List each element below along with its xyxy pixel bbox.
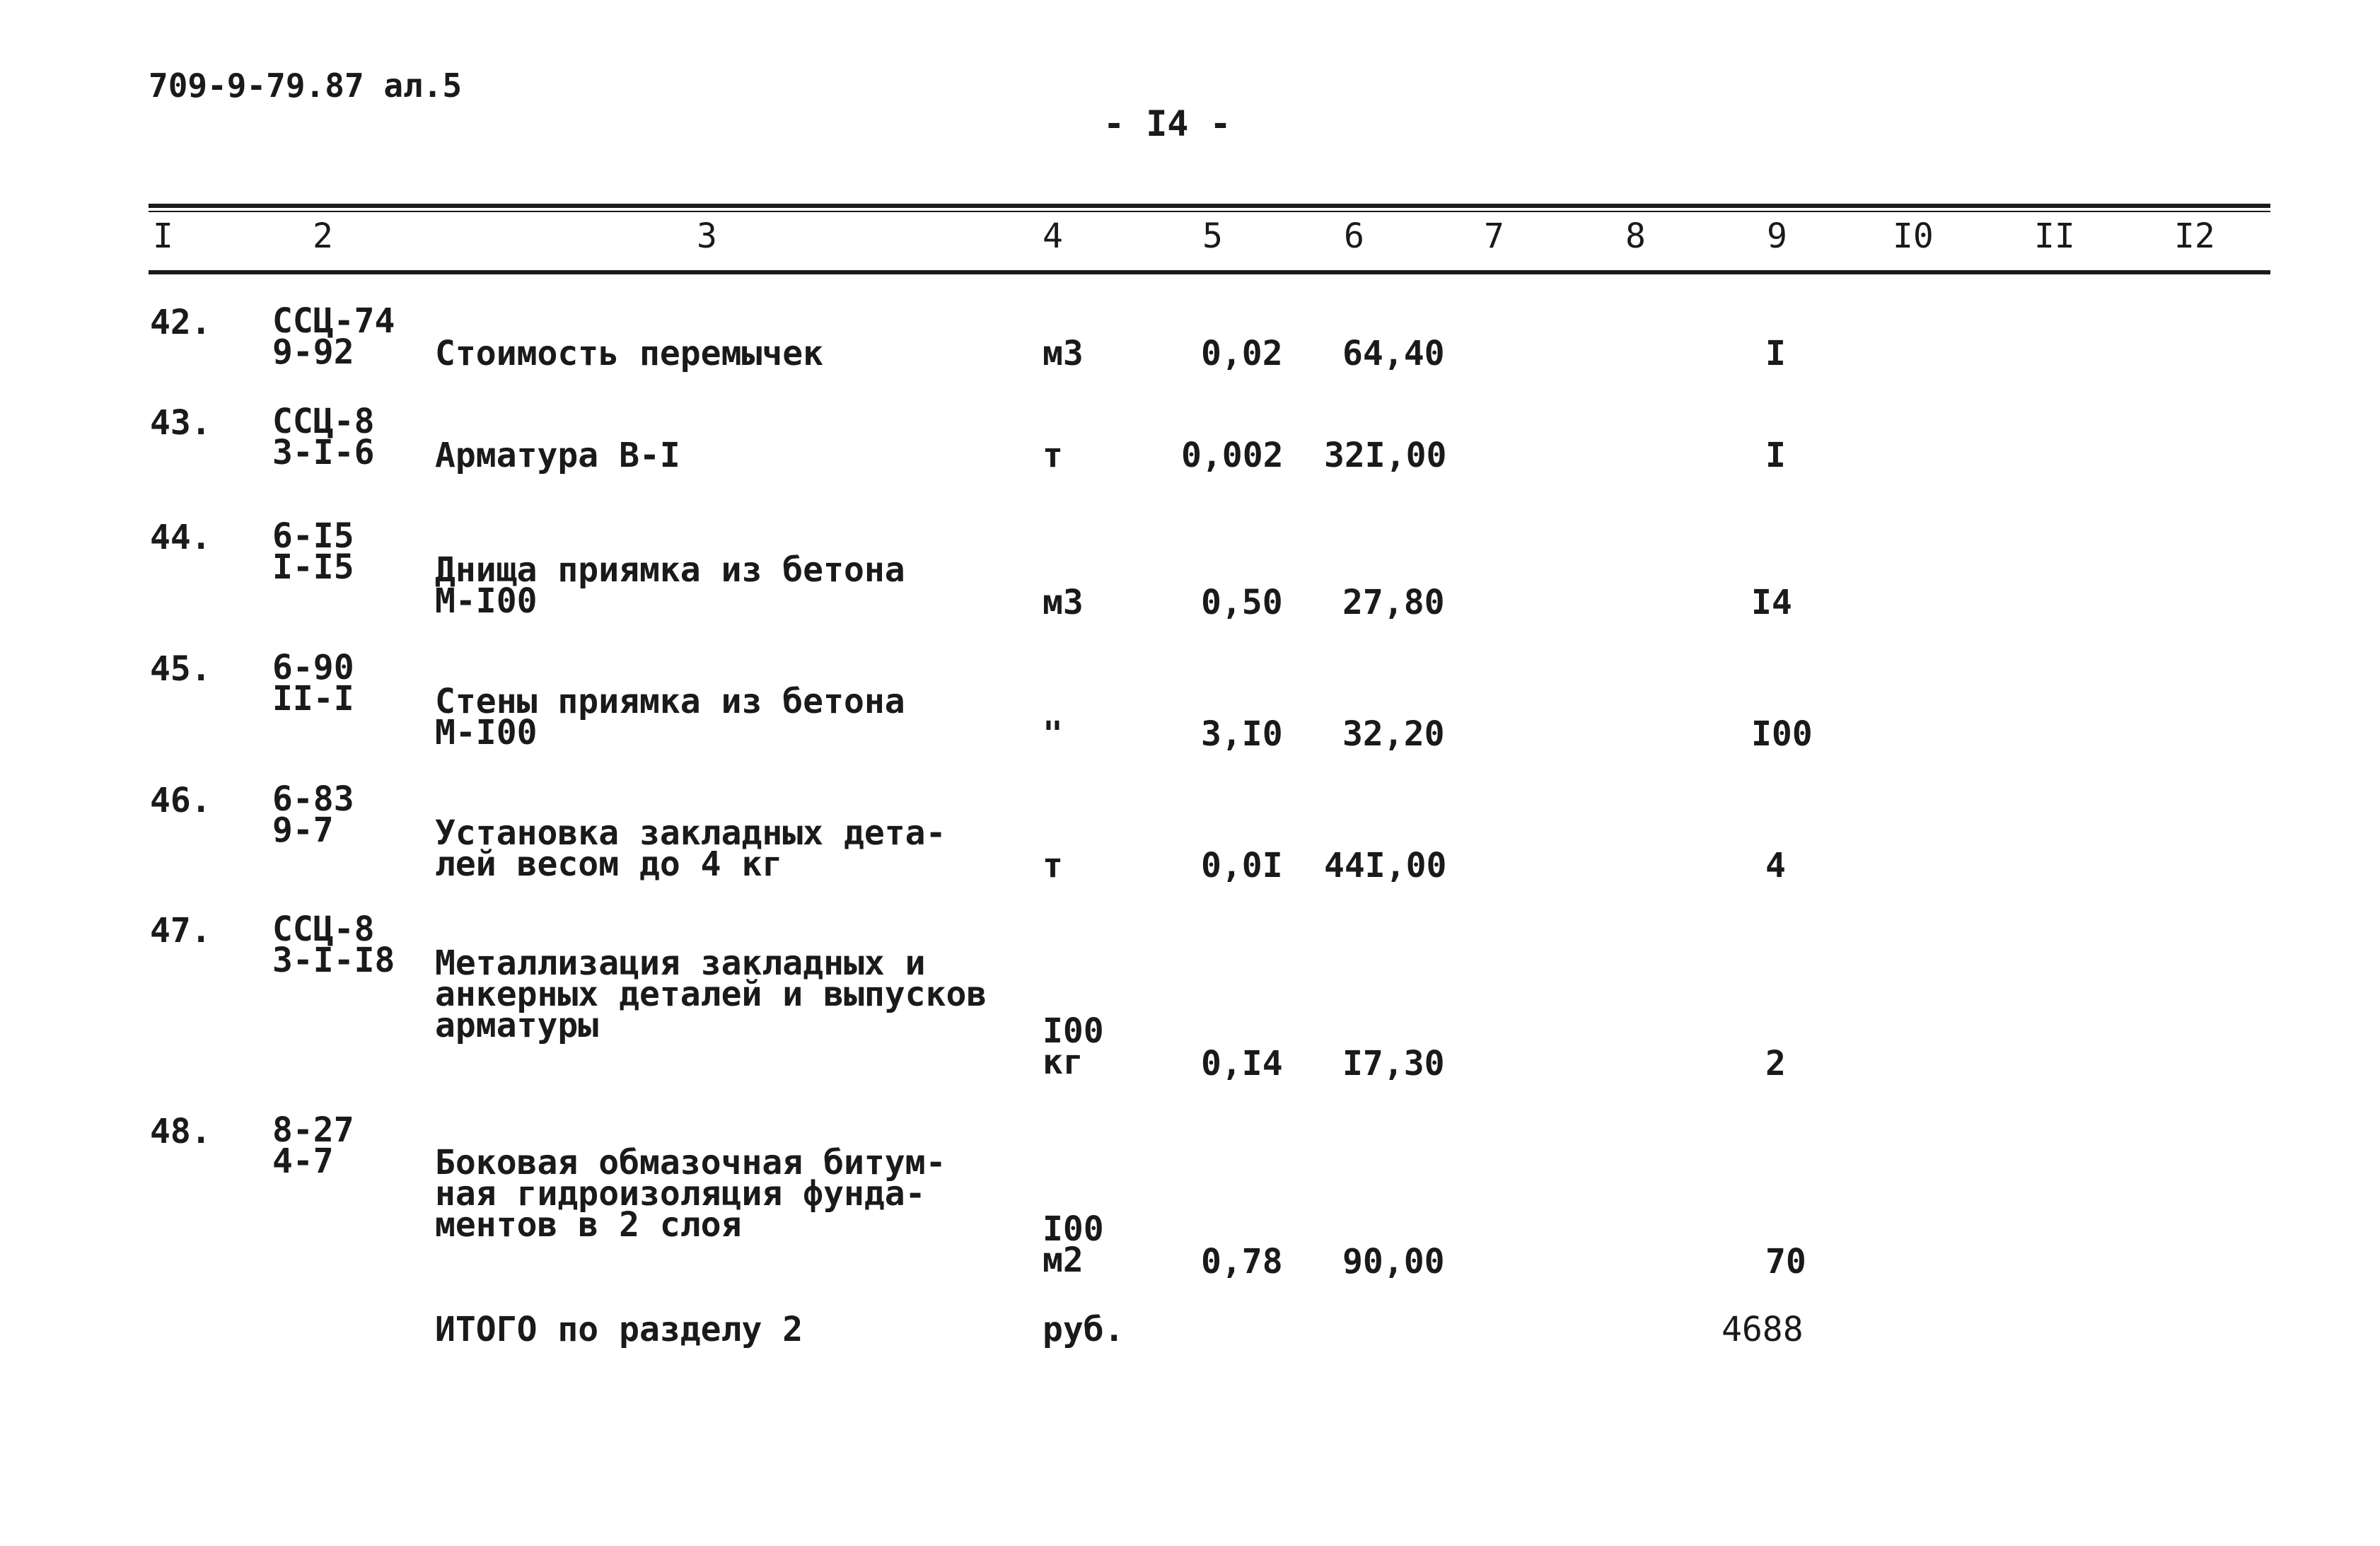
row-number: 48. — [150, 1112, 211, 1151]
col-header-1: I — [153, 216, 173, 256]
document-code: 709-9-79.87 ал.5 — [149, 66, 463, 105]
row-unit: м3 — [1043, 583, 1084, 622]
total-label: ИТОГО по разделу 2 — [435, 1310, 803, 1349]
col-header-8: 8 — [1625, 216, 1646, 256]
row-name: Боковая обмазочная битум- ная гидроизоляция фунда- ментов в 2 слоя — [435, 1143, 946, 1245]
row-unit: I00 кг — [1043, 1011, 1104, 1082]
row-quantity: 0,78 — [1201, 1242, 1283, 1281]
col-header-3: 3 — [697, 216, 717, 256]
col-header-9: 9 — [1767, 216, 1787, 256]
row-code: 6-83 9-7 — [272, 779, 354, 850]
table-top-rule — [149, 204, 2270, 208]
row-total: 2 — [1765, 1044, 1786, 1083]
row-price: 64,40 — [1342, 334, 1445, 373]
row-price: 90,00 — [1342, 1242, 1445, 1281]
row-quantity: 0,002 — [1181, 436, 1284, 475]
row-number: 43. — [150, 403, 211, 443]
total-value: 4688 — [1722, 1310, 1804, 1349]
row-number: 47. — [150, 911, 211, 951]
row-code: 6-90 II-I — [272, 648, 354, 719]
row-price: 32I,00 — [1324, 436, 1447, 475]
row-number: 46. — [150, 781, 211, 820]
row-price: 27,80 — [1342, 583, 1445, 622]
row-total: 70 — [1765, 1242, 1806, 1281]
col-header-5: 5 — [1202, 216, 1223, 256]
row-unit: т — [1043, 846, 1063, 885]
col-header-6: 6 — [1344, 216, 1364, 256]
row-code: 8-27 4-7 — [272, 1110, 354, 1181]
row-name: Арматура В-I — [435, 436, 680, 475]
row-total: I00 — [1751, 714, 1813, 754]
page-number: - I4 - — [1103, 103, 1231, 144]
row-price: 32,20 — [1342, 714, 1445, 754]
row-total: I — [1765, 436, 1786, 475]
row-quantity: 0,I4 — [1201, 1044, 1283, 1083]
row-unit: " — [1043, 714, 1063, 754]
row-price: I7,30 — [1342, 1044, 1445, 1083]
row-quantity: 0,50 — [1201, 583, 1283, 622]
col-header-4: 4 — [1043, 216, 1063, 256]
total-unit: руб. — [1043, 1310, 1125, 1349]
row-number: 44. — [150, 518, 211, 557]
row-code: ССЦ-8 3-I-I8 — [272, 909, 395, 980]
row-name: Стоимость перемычек — [435, 334, 824, 373]
row-code: 6-I5 I-I5 — [272, 516, 354, 587]
col-header-2: 2 — [313, 216, 333, 256]
row-quantity: 3,I0 — [1201, 714, 1283, 754]
row-code: ССЦ-8 3-I-6 — [272, 402, 375, 472]
row-unit: т — [1043, 436, 1063, 475]
col-header-11: II — [2034, 216, 2075, 256]
row-number: 45. — [150, 649, 211, 689]
row-name: Установка закладных дета- лей весом до 4 кг — [435, 813, 946, 884]
row-number: 42. — [150, 303, 211, 342]
row-code: ССЦ-74 9-92 — [272, 301, 395, 372]
row-price: 44I,00 — [1324, 846, 1447, 885]
col-header-7: 7 — [1484, 216, 1504, 256]
row-total: I — [1765, 334, 1786, 373]
col-header-10: I0 — [1893, 216, 1934, 256]
row-total: I4 — [1751, 583, 1792, 622]
col-header-12: I2 — [2174, 216, 2215, 256]
row-name: Стены приямка из бетона М-I00 — [435, 682, 905, 752]
row-quantity: 0,0I — [1201, 846, 1283, 885]
row-total: 4 — [1765, 846, 1786, 885]
table-top-rule-thin — [149, 211, 2270, 212]
row-quantity: 0,02 — [1201, 334, 1283, 373]
header-bottom-rule — [149, 270, 2270, 274]
row-name: Днища приямка из бетона М-I00 — [435, 550, 905, 621]
row-unit: м3 — [1043, 334, 1084, 373]
row-name: Металлизация закладных и анкерных деталей и выпусков арматуры — [435, 943, 987, 1045]
row-unit: I00 м2 — [1043, 1209, 1104, 1280]
